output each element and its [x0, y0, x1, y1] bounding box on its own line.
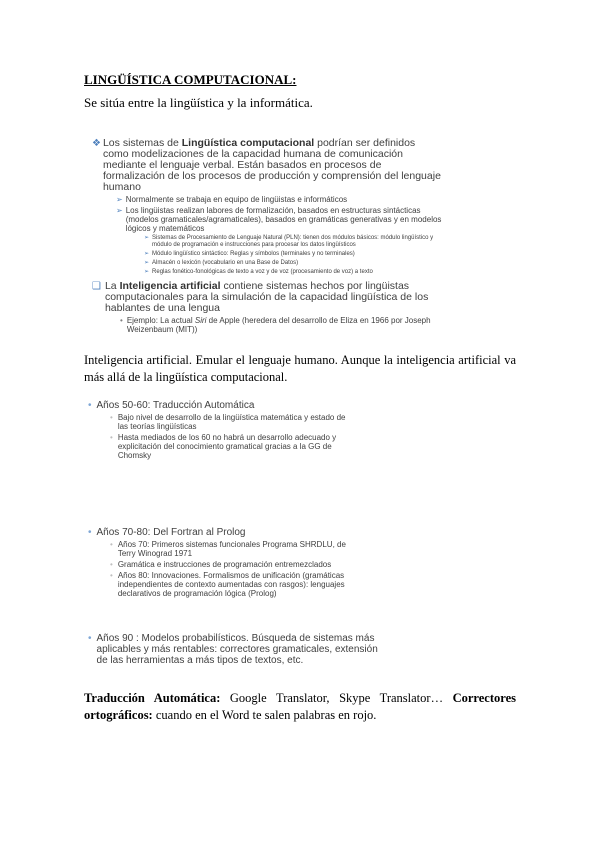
slide1-sub3-3: ➢ Almacén o lexicón (vocabulario en una Base de Datos) — [144, 260, 299, 266]
dot-bullet-icon: • — [88, 400, 92, 411]
slide2-heading: • Años 50-60: Traducción Automática — [88, 400, 255, 411]
slide1-sub3-2: ➢ Módulo lingüístico sintáctico: Reglas y símbolos (terminales y no terminales) — [144, 251, 355, 257]
slide2-item: • Bajo nivel de desarrollo de la lingüística matemática y estado de las teorías lingüísticas — [110, 413, 346, 431]
slide3-item: • Gramática e instrucciones de programación entremezclados — [110, 560, 332, 569]
slide1-item2-pre: La — [104, 280, 120, 292]
diamond-bullet-icon: ❖ — [92, 138, 101, 149]
square-bullet-icon: ❑ — [92, 281, 101, 292]
dot-bullet-icon: • — [120, 316, 123, 325]
slide-linguistica-computacional — [92, 138, 442, 334]
slide1-item1-pre: Los sistemas de — [102, 137, 182, 149]
slide1-item2-post: contiene sistemas hechos por lingüistas computacionales para la simulación de la capacidad lingüística de los hablantes de una lengua — [104, 280, 429, 314]
slide3-heading: • Años 70-80: Del Fortran al Prolog — [88, 527, 246, 538]
dot-bullet-icon: • — [110, 433, 113, 442]
slide1-item2-bold: Inteligencia artificial — [119, 280, 221, 292]
dot-bullet-icon: • — [110, 560, 113, 569]
dot-bullet-icon: • — [110, 413, 113, 422]
arrow-bullet-icon: ➢ — [116, 195, 123, 204]
slide1-sub1: ➢ Normalmente se trabaja en equipo de lingüistas e informáticos — [116, 195, 348, 204]
paragraph-inteligencia-artificial: Inteligencia artificial. Emular el lenguaje humano. Aunque la inteligencia artificial va más allá de la lingüística computacional. — [84, 353, 516, 384]
dot-bullet-icon: • — [88, 527, 92, 538]
arrow-bullet-icon: ➢ — [144, 260, 150, 266]
slide1-item2 — [92, 281, 442, 314]
slide3-item: • Años 80: Innovaciones. Formalismos de unificación (gramáticas independientes de contexto aumentadas con rasgos): lenguajes declarativos de programación lógica (Prolog) — [110, 571, 345, 598]
intro-paragraph: Se sitúa entre la lingüística y la informática. — [84, 95, 313, 110]
paragraph-traduccion-correctores: Traducción Automática: Google Translator, Skype Translator… Correctores ortográficos: cuando en el Word te salen palabras en rojo. — [84, 691, 517, 722]
arrow-bullet-icon: ➢ — [116, 206, 123, 215]
slide1-sub3-4: ➢ Reglas fonético-fonológicas de texto a voz y de voz (procesamiento de voz) a texto — [144, 269, 373, 275]
slide1-sub3-1: ➢ Sistemas de Procesamiento de Lenguaje Natural (PLN): tienen dos módulos básicos: módulo lingüístico y módulo de programación e instrucciones para procesar los datos lingüísticos — [144, 235, 434, 248]
dot-bullet-icon: • — [110, 571, 113, 580]
slide1-item1-post: podrían ser definidos como modelizaciones de la capacidad humana de comunicación mediante el lenguaje verbal. Están basados en procesos de formalización de los procesos de producción y comprensión del lenguaje humano — [102, 137, 441, 193]
slide-modelos-probabilisticos: • Años 90 : Modelos probabilísticos. Búsqueda de sistemas más aplicables y más rentables: correctores gramaticales, extensión de las herramientas a más tipos de textos, etc. — [88, 633, 378, 666]
slide3-item: • Años 70: Primeros sistemas funcionales Programa SHRDLU, de Terry Winograd 1971 — [110, 540, 346, 558]
slide-traduccion-automatica — [88, 400, 388, 460]
dot-bullet-icon: • — [110, 540, 113, 549]
slide1-sub2: ➢ Los lingüistas realizan labores de formalización, basados en estructuras sintácticas (modelos gramaticales/agramaticales), basados en gramáticas generativas y en modelos lógicos y matemáticos — [116, 206, 442, 233]
slide1-item2-sub: • Ejemplo: La actual Siri de Apple (heredera del desarrollo de Eliza en 1966 por Joseph Weizenbaum (MIT)) — [120, 316, 431, 334]
slide1-item1 — [92, 138, 442, 193]
arrow-bullet-icon: ➢ — [144, 269, 150, 275]
slide2-item: • Hasta mediados de los 60 no habrá un desarrollo adecuado y explicitación del conocimiento gramatical gracias a la GG de Chomsky — [110, 433, 337, 460]
arrow-bullet-icon: ➢ — [144, 235, 150, 241]
dot-bullet-icon: • — [88, 633, 92, 644]
slide1-item1-bold: Lingüística computacional — [181, 137, 315, 149]
slide-fortran-prolog — [88, 527, 388, 598]
page-title: LINGÜÍSTICA COMPUTACIONAL: — [84, 72, 297, 87]
arrow-bullet-icon: ➢ — [144, 251, 150, 257]
